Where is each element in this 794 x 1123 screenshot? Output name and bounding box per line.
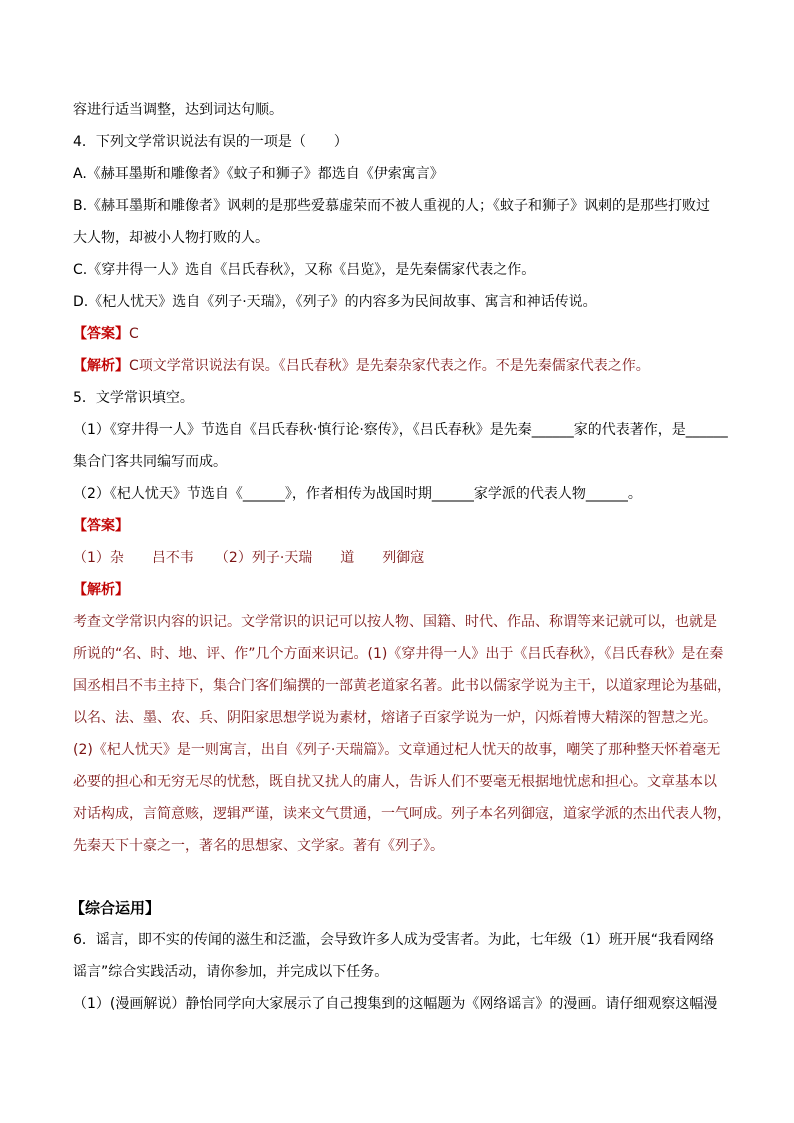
q5-explanation-line: 考查文学常识内容的识记。文学常识的识记可以按人物、国籍、时代、作品、称谓等来记就可以，也就是 (73, 614, 717, 630)
explanation-text: C项文学常识说法有误。《吕氏春秋》是先秦杂家代表之作。不是先秦儒家代表之作。 (129, 358, 650, 374)
q5-explanation-line: 对话构成，言简意赅，逻辑严谨，读来文气贯通，一气呵成。列子本名列御寇，道家学派的杰出代表人物， (73, 806, 731, 822)
section-heading: 【综合运用】 (70, 899, 161, 917)
q4-option-d: D.《杞人忧天》选自《列子·天瑞》，《列子》的内容多为民间故事、寓言和神话传说。 (73, 294, 597, 310)
q5-answer-text: （1）杂 吕不韦 （2）列子·天瑞 道 列御寇 (73, 550, 425, 566)
q5-line2: 集合门客共同编写而成。 (73, 454, 227, 470)
answer-text: C (129, 326, 139, 342)
q4-explanation (73, 356, 650, 376)
q5-explanation-line: 国丞相吕不韦主持下，集合门客们编撰的一部黄老道家名著。此书以儒家学说为主干，以道家理论为基础， (73, 678, 731, 694)
q5-explanation-line: 先秦天下十豪之一，著名的思想家、文学家。著有《列子》。 (73, 838, 444, 854)
q5-explanation-line: 必要的担心和无穷无尽的忧愁，既自扰又扰人的庸人，告诉人们不要毫无根据地忧虑和担心。文章基本以 (73, 774, 717, 790)
continuation-line: 容进行适当调整，达到词达句顺。 (73, 102, 283, 118)
q5-explanation-tag: 【解析】 (73, 582, 129, 598)
q4-stem: 4．下列文学常识说法有误的一项是（ ） (73, 134, 348, 150)
q4-option-a: A.《赫耳墨斯和雕像者》《蚊子和狮子》都选自《伊索寓言》 (73, 166, 444, 182)
q5-explanation-line: 所说的“名、时、地、评、作”几个方面来识记。(1)《穿井得一人》出于《吕氏春秋》，《吕氏春秋》是在秦 (73, 646, 724, 662)
explanation-tag: 【解析】 (73, 358, 129, 374)
q5-answer-tag: 【答案】 (73, 518, 129, 534)
q6-line3: （1）(漫画解说）静怡同学向大家展示了自己搜集到的这幅题为《网络谣言》的漫画。请仔细观察这幅漫 (73, 996, 718, 1012)
answer-tag: 【答案】 (73, 326, 129, 342)
q5-explanation-line: 以名、法、墨、农、兵、阴阳家思想学说为素材，熔诸子百家学说为一炉，闪烁着博大精深的智慧之光。 (73, 710, 717, 726)
q5-explanation-line: (2)《杞人忧天》是一则寓言，出自《列子·天瑞篇》。文章通过杞人忧天的故事，嘲笑了那种整天怀着毫无 (73, 742, 721, 758)
q5-line1: （1）《穿井得一人》节选自《吕氏春秋·慎行论·察传》，《吕氏春秋》是先秦______家的代表著作，是______ (73, 422, 728, 438)
q5-stem: 5．文学常识填空。 (73, 390, 194, 406)
q5-line3: （2）《杞人忧天》节选自《______》，作者相传为战国时期______家学派的代表人物______。 (73, 486, 642, 502)
q4-option-c: C.《穿井得一人》选自《吕氏春秋》，又称《吕览》，是先秦儒家代表之作。 (73, 262, 536, 278)
q6-line1: 6．谣言，即不实的传闻的滋生和泛滥，会导致许多人成为受害者。为此，七年级（1）班开展“我看网络 (73, 932, 715, 948)
q4-option-b-line1: B.《赫耳墨斯和雕像者》讽刺的是那些爱慕虚荣而不被人重视的人；《蚊子和狮子》讽刺的是那些打败过 (73, 198, 711, 214)
q4-answer (73, 324, 139, 344)
q4-option-b-line2: 大人物，却被小人物打败的人。 (73, 230, 269, 246)
q6-line2: 谣言”综合实践活动，请你参加，并完成以下任务。 (73, 964, 389, 980)
